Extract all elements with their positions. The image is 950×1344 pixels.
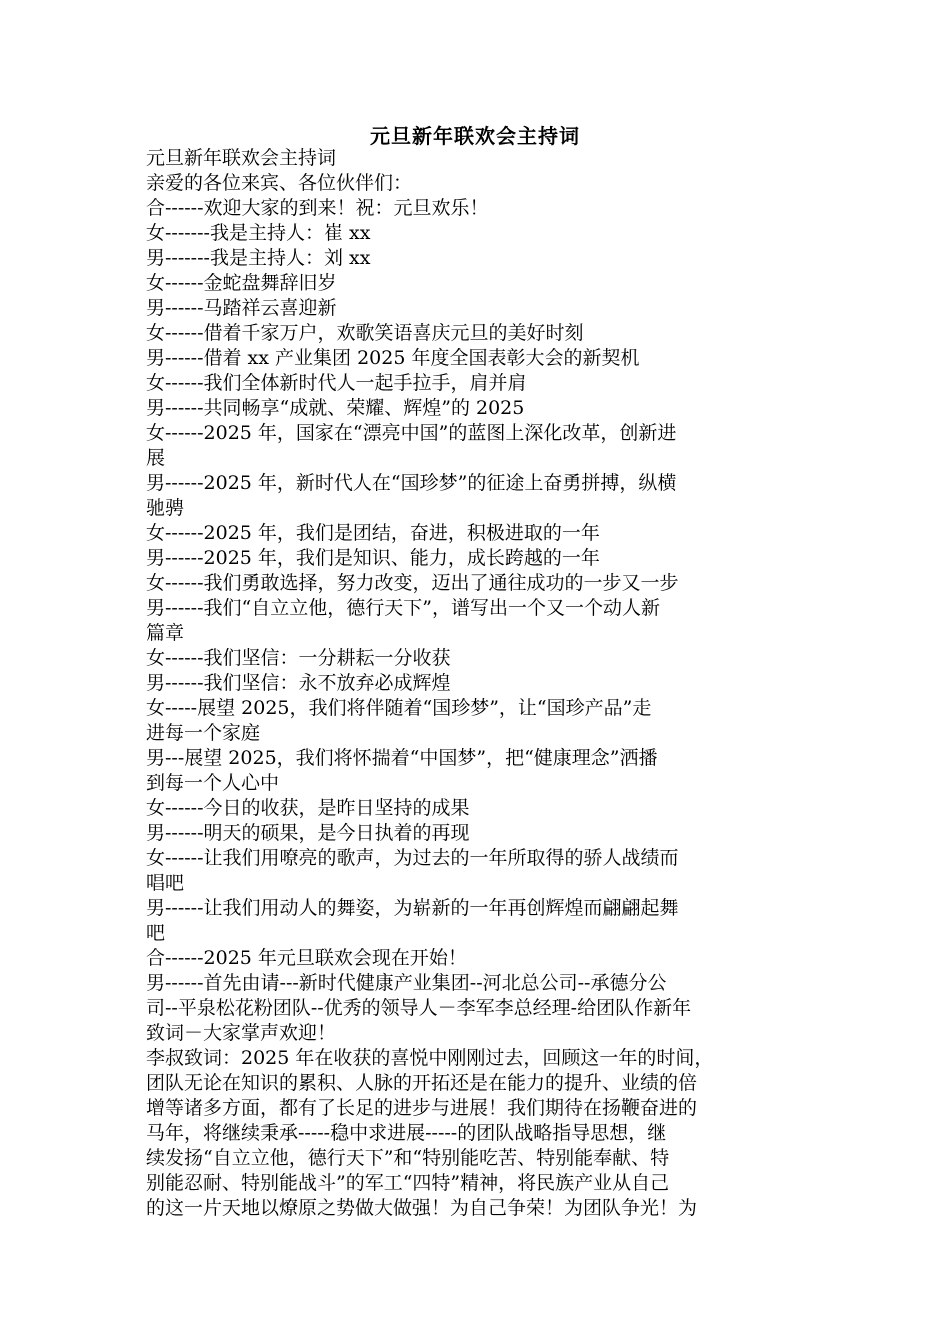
document-paragraph: 亲爱的各位来宾、各位伙伴们： (146, 172, 413, 194)
document-paragraph: 男------明天的硕果，是今日执着的再现 (146, 822, 470, 844)
document-paragraph: 女------我们坚信：一分耕耘一分收获 (146, 647, 451, 669)
document-paragraph: 女------今日的收获，是昨日坚持的成果 (146, 797, 470, 819)
document-paragraph: 男------我们“自立立他，德行天下”，谱写出一个又一个动人新 篇章 (146, 597, 660, 644)
document-paragraph: 李叔致词：2025 年在收获的喜悦中刚刚过去，回顾这一年的时间， 团队无论在知识的累积、人脉的开拓还是在能力的提升、业绩的倍 增等诸多方面，都有了长足的进步与进展！我们期待在扬鞭奋进的 马年，将继续秉承-----稳中求进展-----的团队战略指导思想，继 续发扬“自立立他，德行天下”和“特别能吃苦、特别能奉献、特 别能忍耐、特别能战斗”的军工“四特”精神，将民族产业从自己 的这一片天地以燎原之势做大做强！为自己争荣！为团队争光！为 (146, 1047, 714, 1219)
document-paragraph: 合------2025 年元旦联欢会现在开始！ (146, 947, 467, 969)
document-body (146, 146, 806, 1221)
document-paragraph: 女-----展望 2025，我们将伴随着“国珍梦”，让“国珍产品”走 进每一个家庭 (146, 697, 652, 744)
document-paragraph: 男-------我是主持人：刘 xx (146, 247, 371, 269)
document-paragraph: 男------2025 年，新时代人在“国珍梦”的征途上奋勇拼搏，纵横 驰骋 (146, 472, 677, 519)
document-paragraph: 元旦新年联欢会主持词 (146, 147, 337, 169)
document-paragraph: 女------让我们用嘹亮的歌声，为过去的一年所取得的骄人战绩而 唱吧 (146, 847, 679, 894)
document-paragraph: 男------我们坚信：永不放弃必成辉煌 (146, 672, 451, 694)
document-paragraph: 男---展望 2025，我们将怀揣着“中国梦”，把“健康理念”洒播 到每一个人心中 (146, 747, 658, 794)
document-paragraph: 女------2025 年，我们是团结，奋进，积极进取的一年 (146, 522, 600, 544)
document-paragraph: 女------2025 年，国家在“漂亮中国”的蓝图上深化改革，创新进 展 (146, 422, 677, 469)
document-paragraph: 男------马踏祥云喜迎新 (146, 297, 337, 319)
document-paragraph: 男------共同畅享“成就、荣耀、辉煌”的 2025 (146, 397, 525, 419)
document-title: 元旦新年联欢会主持词 (370, 124, 580, 148)
document-paragraph: 合------欢迎大家的到来！祝：元旦欢乐！ (146, 197, 489, 219)
document-paragraph: 男------2025 年，我们是知识、能力，成长跨越的一年 (146, 547, 600, 569)
document-paragraph: 男------首先由请---新时代健康产业集团--河北总公司--承德分公 司--平泉松花粉团队--优秀的领导人－李军李总经理-给团队作新年 致词－大家掌声欢迎！ (146, 972, 692, 1044)
document-paragraph: 女------我们全体新时代人一起手拉手，肩并肩 (146, 372, 527, 394)
document-paragraph: 男------借着 xx 产业集团 2025 年度全国表彰大会的新契机 (146, 347, 640, 369)
document-paragraph: 女------借着千家万户，欢歌笑语喜庆元旦的美好时刻 (146, 322, 584, 344)
document-paragraph: 女-------我是主持人：崔 xx (146, 222, 371, 244)
document-paragraph: 男------让我们用动人的舞姿，为崭新的一年再创辉煌而翩翩起舞 吧 (146, 897, 679, 944)
document-paragraph: 女------金蛇盘舞辞旧岁 (146, 272, 337, 294)
document-paragraph: 女------我们勇敢选择，努力改变，迈出了通往成功的一步又一步 (146, 572, 679, 594)
